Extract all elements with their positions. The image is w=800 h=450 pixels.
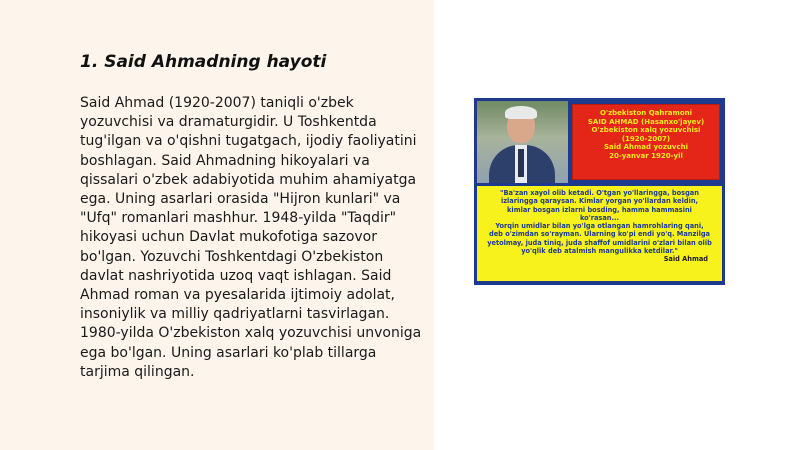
said-ahmad-info-image xyxy=(474,98,725,285)
red-caption-line: O'zbekiston Qahramoni xyxy=(599,109,693,117)
quote-line: yetolmay, juda tiniq, juda shaffof umidlarini o'zlari bilan olib xyxy=(487,238,712,247)
red-caption-line: Said Ahmad yozuvchi xyxy=(603,143,688,152)
quote-line: deb o'zimdan so'rayman. Ularning ko'pi endi yo'q. Manzilga xyxy=(488,230,711,239)
quote-box xyxy=(477,186,722,281)
biography-paragraph: Said Ahmad (1920-2007) taniqli o'zbek yozuvchisi va dramaturgidir. U Toshkentda tug'ilgan va o'qishni tugatgach, ijodiy faoliyatini boshlagan. Said Ahmadning hikoyalari va qissalari o'zbek adabiyotida muhim ahamiyatga ega. Uning asarlari orasida "Hijron kunlari" va "Ufq" romanlari mashhur. 1948-yilda "Taqdir" hikoyasi uchun Davlat mukofotiga sazovor bo'lgan. Yozuvchi Toshkentdagi O'zbekiston davlat nashriyotida uzoq vaqt ishlagan. Said Ahmad roman va pyesalarida ijtimoiy adolat, insoniylik va milliy qadriyatlarni tasvirlagan. 1980-yilda O'zbekiston xalq yozuvchisi unvoniga ega bo'lgan. Uning asarlari ko'plab tillarga tarjima qilingan. xyxy=(80,95,422,380)
red-caption-line: O'zbekiston xalq yozuvchisi xyxy=(591,126,701,135)
red-caption-box xyxy=(572,104,720,180)
quote-line: Yorqin umidlar bilan yo'lga otlangan hamrohlaring qani, xyxy=(495,222,704,231)
quote-author: Said Ahmad xyxy=(663,255,708,264)
quote-line: kimlar bosgan izlarni bosding, hamma hammasini xyxy=(507,205,692,214)
red-caption-line: 20-yanvar 1920-yil xyxy=(609,151,683,160)
biography-text-block xyxy=(80,94,425,382)
portrait-photo xyxy=(477,101,568,183)
quote-line: izlaringga qaraysan. Kimlar yorgan yo'llardan keldin, xyxy=(500,197,699,206)
slide-title: 1. Said Ahmadning hayoti xyxy=(80,52,327,72)
quote-line: ko'rasan... xyxy=(579,213,620,222)
quote-line: yo'qlik deb atalmish mangulikka ketdilar." xyxy=(521,247,678,256)
quote-line: "Ba'zan xayol olib ketadi. O'tgan yo'llaringga, bosgan xyxy=(500,189,699,197)
red-caption-line: (1920-2007) xyxy=(621,134,671,143)
red-caption-line: SAID AHMAD (Hasanxo'jayev) xyxy=(587,117,705,126)
